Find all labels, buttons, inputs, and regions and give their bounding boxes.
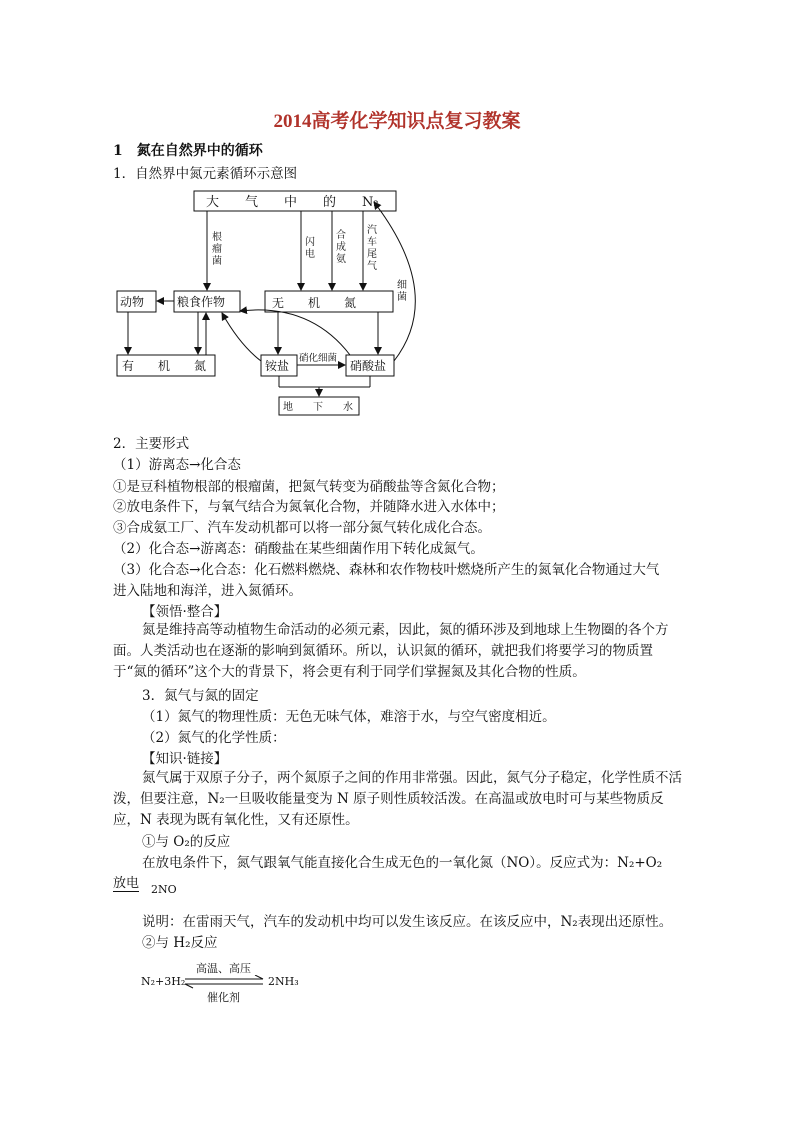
physical-properties: （1）氮气的物理性质：无色无味气体，难溶于水，与空气密度相近。 — [142, 709, 556, 725]
note: 说明：在雷雨天气，汽车的发动机中均可以发生该反应。在该反应中，N₂表现出还原性。 — [142, 914, 673, 930]
page-title: 2014高考化学知识点复习教案 — [273, 111, 521, 132]
svg-text:电: 电 — [305, 249, 315, 260]
svg-text:根: 根 — [212, 232, 222, 243]
section-heading: 1 氮在自然界中的循环 — [113, 143, 263, 159]
form-1-item-1: ①是豆科植物根部的根瘤菌，把氮气转变为硝酸盐等含氮化合物； — [113, 479, 505, 495]
tag-knowledge: 【知识·链接】 — [142, 751, 228, 767]
label-inorganic-n: 无 机 氮 — [272, 296, 357, 310]
label-organic-n: 有 机 氮 — [122, 359, 207, 373]
discharge-label: 放电 — [113, 876, 140, 891]
chemical-properties: （2）氮气的化学性质： — [142, 730, 286, 746]
label-atmosphere: 大 气 中 的 N₂ — [206, 195, 379, 210]
svg-text:瘤: 瘤 — [212, 244, 222, 255]
svg-text:尾: 尾 — [367, 249, 377, 260]
svg-text:合: 合 — [336, 230, 346, 241]
label-animal: 动物 — [120, 295, 145, 309]
h2-condition-bottom: 催化剂 — [207, 991, 240, 1004]
h2-condition-top: 高温、高压 — [196, 962, 251, 975]
svg-text:车: 车 — [367, 237, 377, 248]
o2-reaction-text: 在放电条件下，氮气跟氧气能直接化合生成无色的一氧化氮（NO）。反应式为：N₂+O₂ — [142, 855, 663, 871]
reversible-arrow-icon — [183, 975, 267, 989]
arrow-denitrification — [374, 202, 415, 361]
discharge-condition — [113, 872, 139, 891]
svg-text:菌: 菌 — [212, 256, 222, 267]
label-groundwater: 地 下 水 — [283, 402, 353, 413]
label-nitrate: 硝酸盐 — [350, 359, 387, 373]
form-2: （2）化合态→游离态：硝酸盐在某些细菌作用下转化成氮气。 — [113, 541, 484, 557]
h2-left: N₂+3H₂ — [141, 975, 186, 988]
label-ammonium: 铵盐 — [265, 359, 290, 373]
subheading-diagram: 1．自然界中氮元素循环示意图 — [113, 166, 298, 182]
label-nitrifying: 硝化细菌 — [299, 353, 338, 364]
form-1: （1）游离态→化合态 — [113, 457, 241, 473]
svg-text:汽: 汽 — [367, 225, 377, 236]
subheading-forms: 2．主要形式 — [113, 436, 190, 452]
arrow-nitrate-crops — [240, 310, 350, 355]
form-1-item-3: ③合成氨工厂、汽车发动机都可以将一部分氮气转化成化合态。 — [113, 520, 491, 536]
paragraph-insight: 氮是维持高等动植物生命活动的必须元素，因此，氮的循环涉及到地球上生物圈的各个方面。人类活动也在逐渐的影响到氮循环。所以，认识氮的循环，就把我们将要学习的物质置于“氮的循环”这个大的背景下，将会更有利于同学们掌握氮及其化合物的性质。 — [113, 622, 669, 680]
form-1-item-2: ②放电条件下，与氧气结合为氮氧化合物，并随降水进入水体中； — [113, 499, 505, 515]
h2-reaction-title: ②与 H₂反应 — [142, 935, 218, 951]
svg-text:菌: 菌 — [397, 292, 407, 303]
svg-text:成: 成 — [336, 242, 346, 253]
svg-text:氨: 氨 — [336, 254, 346, 265]
o2-reaction-title: ①与 O₂的反应 — [142, 834, 231, 850]
svg-text:细: 细 — [397, 280, 407, 291]
form-3-line-1: （3）化合态→化合态：化石燃料燃烧、森林和农作物枝叶燃烧所产生的氮氧化合物通过大气 — [113, 562, 660, 578]
form-3-line-2: 进入陆地和海洋，进入氮循环。 — [113, 583, 302, 599]
subheading-fixation: 3．氮气与氮的固定 — [142, 688, 259, 704]
h2-right: 2NH₃ — [268, 975, 299, 988]
svg-text:闪: 闪 — [305, 237, 315, 248]
arrow-ammonium-crops — [222, 313, 261, 361]
svg-text:气: 气 — [367, 261, 377, 272]
product-no: 2NO — [151, 883, 177, 896]
nitrogen-cycle-diagram — [110, 185, 430, 420]
tag-insight: 【领悟·整合】 — [142, 604, 228, 620]
paragraph-knowledge: 氮气属于双原子分子，两个氮原子之间的作用非常强。因此，氮气分子稳定，化学性质不活泼，但要注意，N₂一旦吸收能量变为 N 原子则性质较活泼。在高温或放电时可与某些物质反应，N 表现为既有氧化性，又有还原性。 — [113, 770, 682, 828]
label-crops: 粮食作物 — [177, 295, 226, 309]
